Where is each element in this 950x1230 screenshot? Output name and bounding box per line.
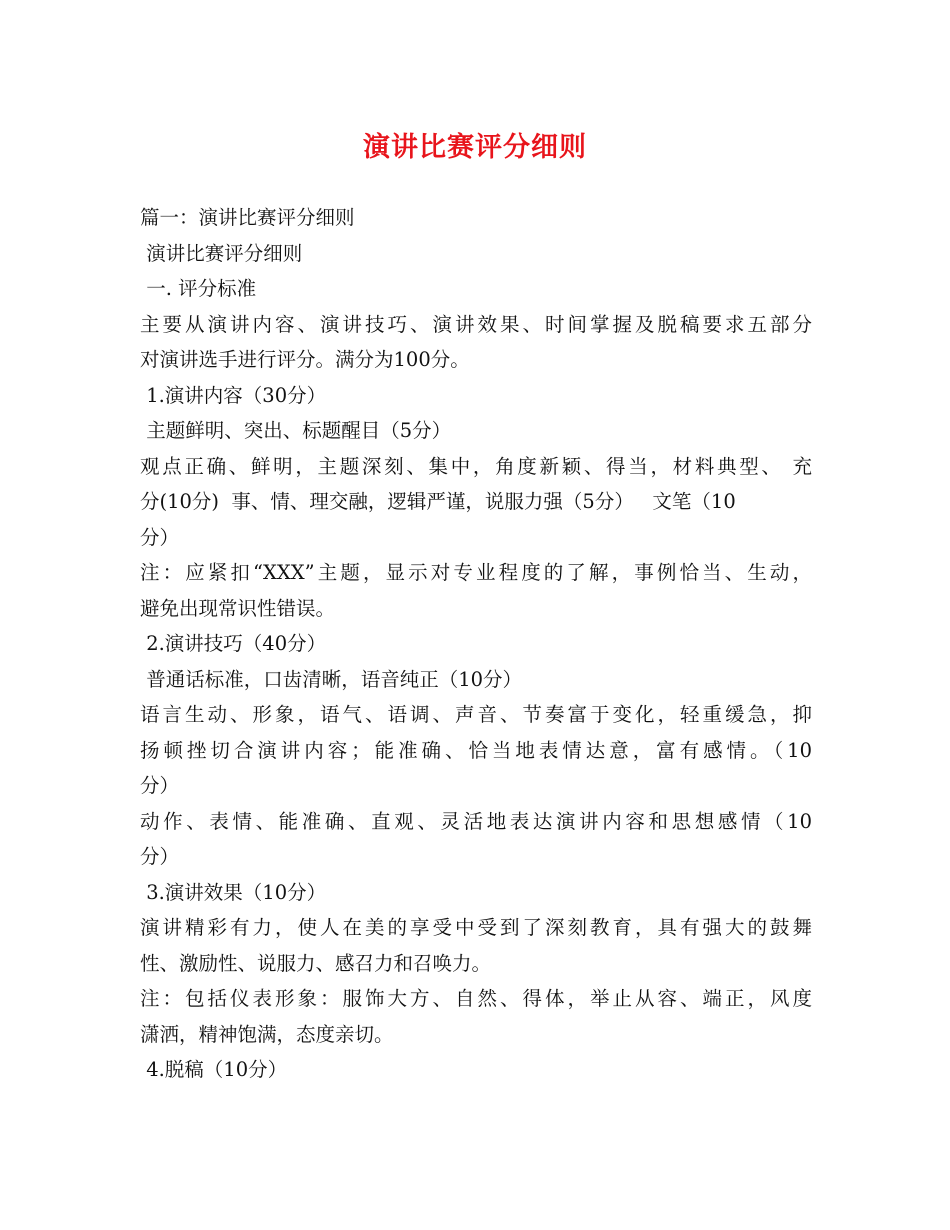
text-line-14: 普通话标准，口齿清晰，语音纯正（10分） [140,667,523,691]
text-line-10: 分） [140,525,180,549]
text-line-18: 动作、表情、能准确、直观、灵活地表达演讲内容和思想感情（10 [140,809,812,833]
text-line-13: 2.演讲技巧（40分） [140,632,327,655]
text-line-1: 篇一：演讲比赛评分细则 [140,206,355,229]
text-line-7: 主题鲜明、突出、标题醒目（5分） [140,419,452,442]
document-body [140,200,812,1088]
text-line-11: 注：应紧扣“XXX”主题，显示对专业程度的了解，事例恰当、生动， [140,561,812,584]
text-line-24: 潇洒，精神饱满，态度亲切。 [140,1022,394,1046]
text-line-12: 避免出现常识性错误。 [140,596,336,620]
text-line-21: 演讲精彩有力，使人在美的享受中受到了深刻教育，具有强大的鼓舞 [140,916,812,939]
text-line-3: 一. 评分标准 [140,277,257,300]
document-title: 演讲比赛评分细则 [363,132,587,163]
text-line-22: 性、激励性、说服力、感召力和召唤力。 [140,951,492,975]
text-line-6: 1.演讲内容（30分） [140,383,327,407]
text-line-17: 分） [140,774,180,797]
text-line-4: 主要从演讲内容、演讲技巧、演讲效果、时间掌握及脱稿要求五部分 [140,312,812,336]
text-line-16: 扬顿挫切合演讲内容；能准确、恰当地表情达意，富有感情。（10 [140,738,812,762]
text-line-19: 分） [140,845,180,868]
text-line-23: 注：包括仪表形象：服饰大方、自然、得体，举止从容、端正，风度 [140,987,812,1010]
text-line-5: 对演讲选手进行评分。满分为100分。 [140,348,470,371]
text-line-25: 4.脱稿（10分） [140,1058,288,1081]
text-line-15: 语言生动、形象，语气、语调、声音、节奏富于变化，轻重缓急，抑 [140,703,812,726]
text-line-20: 3.演讲效果（10分） [140,880,327,904]
text-line-8: 观点正确、鲜明，主题深刻、集中，角度新颖、得当，材料典型、 充 [140,454,812,478]
text-line-9: 分(10分) 事、情、理交融，逻辑严谨，说服力强（5分） 文笔（10 [140,490,736,513]
text-line-2: 演讲比赛评分细则 [140,241,303,265]
